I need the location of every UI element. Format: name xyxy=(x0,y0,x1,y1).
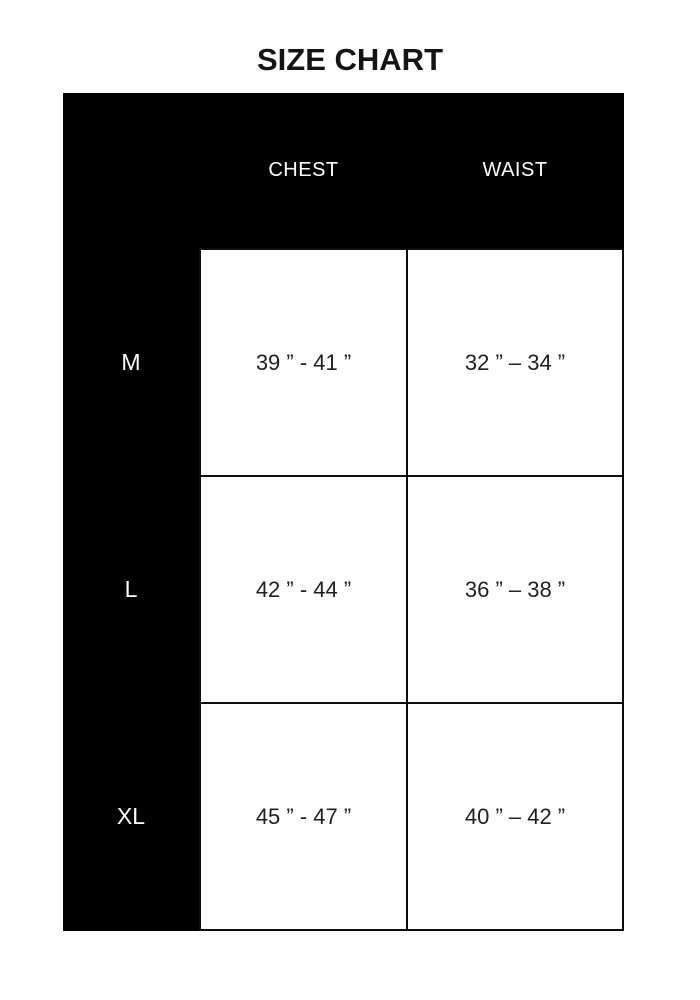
row-header-size-m: M xyxy=(63,249,200,476)
page-title: SIZE CHART xyxy=(257,42,443,77)
table-row-l xyxy=(63,476,623,703)
column-header-chest: CHEST xyxy=(200,93,407,249)
size-chart-table xyxy=(63,93,624,931)
corner-cell xyxy=(63,93,200,249)
table-row-xl xyxy=(63,703,623,930)
column-header-waist: WAIST xyxy=(407,93,623,249)
cell-m-waist: 32 ” – 34 ” xyxy=(407,249,623,476)
row-header-size-l: L xyxy=(63,476,200,703)
table-header-row xyxy=(63,93,623,249)
row-header-size-xl: XL xyxy=(63,703,200,930)
table-row-m xyxy=(63,249,623,476)
cell-xl-chest: 45 ” - 47 ” xyxy=(200,703,407,930)
cell-xl-waist: 40 ” – 42 ” xyxy=(407,703,623,930)
cell-m-chest: 39 ” - 41 ” xyxy=(200,249,407,476)
cell-l-chest: 42 ” - 44 ” xyxy=(200,476,407,703)
cell-l-waist: 36 ” – 38 ” xyxy=(407,476,623,703)
